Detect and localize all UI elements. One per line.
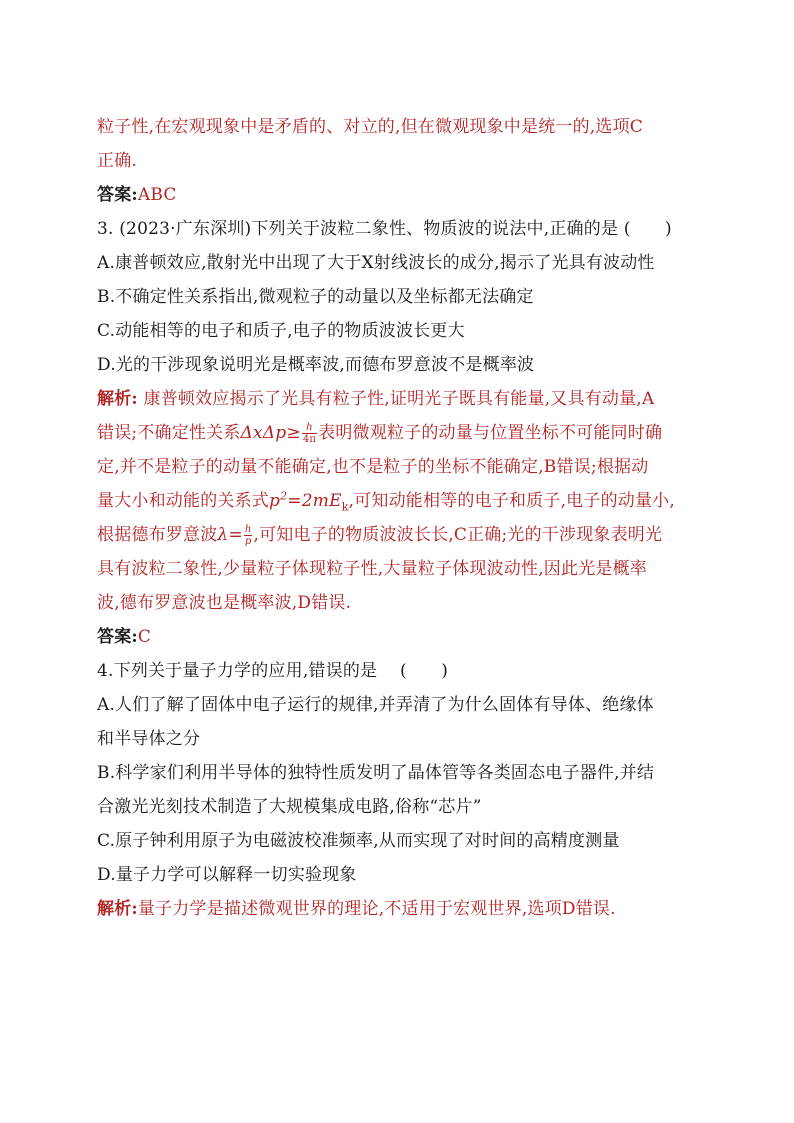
q3-option-b: B.不确定性关系指出,微观粒子的动量以及坐标都无法确定 xyxy=(97,287,534,307)
q4-stem: 4.下列关于量子力学的应用,错误的是 ( ) xyxy=(97,661,449,681)
q3-analysis-line-3: 定,并不是粒子的动量不能确定,也不是粒子的坐标不能确定,B错误;根据动 xyxy=(97,457,649,477)
analysis-label: 解析: xyxy=(97,899,138,919)
answer-value: C xyxy=(137,627,152,647)
answer-label: 答案: xyxy=(97,627,138,647)
q3-option-c: C.动能相等的电子和质子,电子的物质波波长更大 xyxy=(97,321,465,341)
q4-option-d: D.量子力学可以解释一切实验现象 xyxy=(97,865,357,885)
q4-option-b-line-1: B.科学家们利用半导体的独特性质发明了晶体管等各类固态电子器件,并结 xyxy=(97,763,655,783)
q3-stem: 3. (2023·广东深圳)下列关于波粒二象性、物质波的说法中,正确的是 ( ) xyxy=(97,219,672,239)
q3-analysis-line-5: 根据德布罗意波λ= $\frac{h}{p}$ ,可知电子的物质波波长长,C正确;光的干涉现象表明光 xyxy=(97,524,663,547)
q3-option-a: A.康普顿效应,散射光中出现了大于X射线波长的成分,揭示了光具有波动性 xyxy=(97,253,655,273)
momentum-energy-formula: $p^2=2mE_k$ xyxy=(269,489,349,514)
q3-analysis-line-7: 波,德布罗意波也是概率波,D错误. xyxy=(97,593,352,613)
q3-option-d: D.光的干涉现象说明光是概率波,而德布罗意波不是概率波 xyxy=(97,355,535,375)
q4-option-a-line-1: A.人们了解了固体中电子运行的规律,并弄清了为什么固体有导体、绝缘体 xyxy=(97,695,654,715)
q3-analysis-line-4: 量大小和动能的关系式$p^2=2mE_k$,可知动能相等的电子和质子,电子的动量小, xyxy=(97,489,675,514)
answer-label: 答案: xyxy=(97,185,138,205)
prev-answer xyxy=(97,178,707,212)
q3-answer xyxy=(97,620,707,654)
q4-option-a-line-2: 和半导体之分 xyxy=(97,729,201,749)
q4-option-c: C.原子钟利用原子为电磁波校准频率,从而实现了对时间的高精度测量 xyxy=(97,831,620,851)
analysis-label: 解析: xyxy=(97,389,138,409)
document-page xyxy=(97,110,707,926)
q3-analysis-line-1: 解析: 康普顿效应揭示了光具有粒子性,证明光子既具有能量,又具有动量,A xyxy=(97,389,655,409)
uncertainty-formula: ΔxΔp≥ xyxy=(240,423,301,443)
q3-analysis-line-6: 具有波粒二象性,少量粒子体现粒子性,大量粒子体现波动性,因此光是概率 xyxy=(97,559,648,579)
answer-value: ABC xyxy=(137,185,177,205)
de-broglie-formula: λ= xyxy=(217,525,243,545)
q4-option-b-line-2: 合激光光刻技术制造了大规模集成电路,俗称“芯片” xyxy=(97,797,482,817)
prev-analysis-line-2: 正确. xyxy=(97,151,138,171)
prev-analysis-line-1: 粒子性,在宏观现象中是矛盾的、对立的,但在微观现象中是统一的,选项C xyxy=(97,117,644,137)
fraction-h-over-p: $\frac{h}{p}$ xyxy=(244,524,252,547)
fraction-h-over-4pi: $\frac{h}{4\pi}$ xyxy=(302,422,317,445)
q3-analysis-line-2: 错误;不确定性关系ΔxΔp≥ $\frac{h}{4\pi}$ 表明微观粒子的动量与位置坐标不可能同时确 xyxy=(97,422,663,445)
q4-analysis: 解析:量子力学是描述微观世界的理论,不适用于宏观世界,选项D错误. xyxy=(97,899,616,919)
